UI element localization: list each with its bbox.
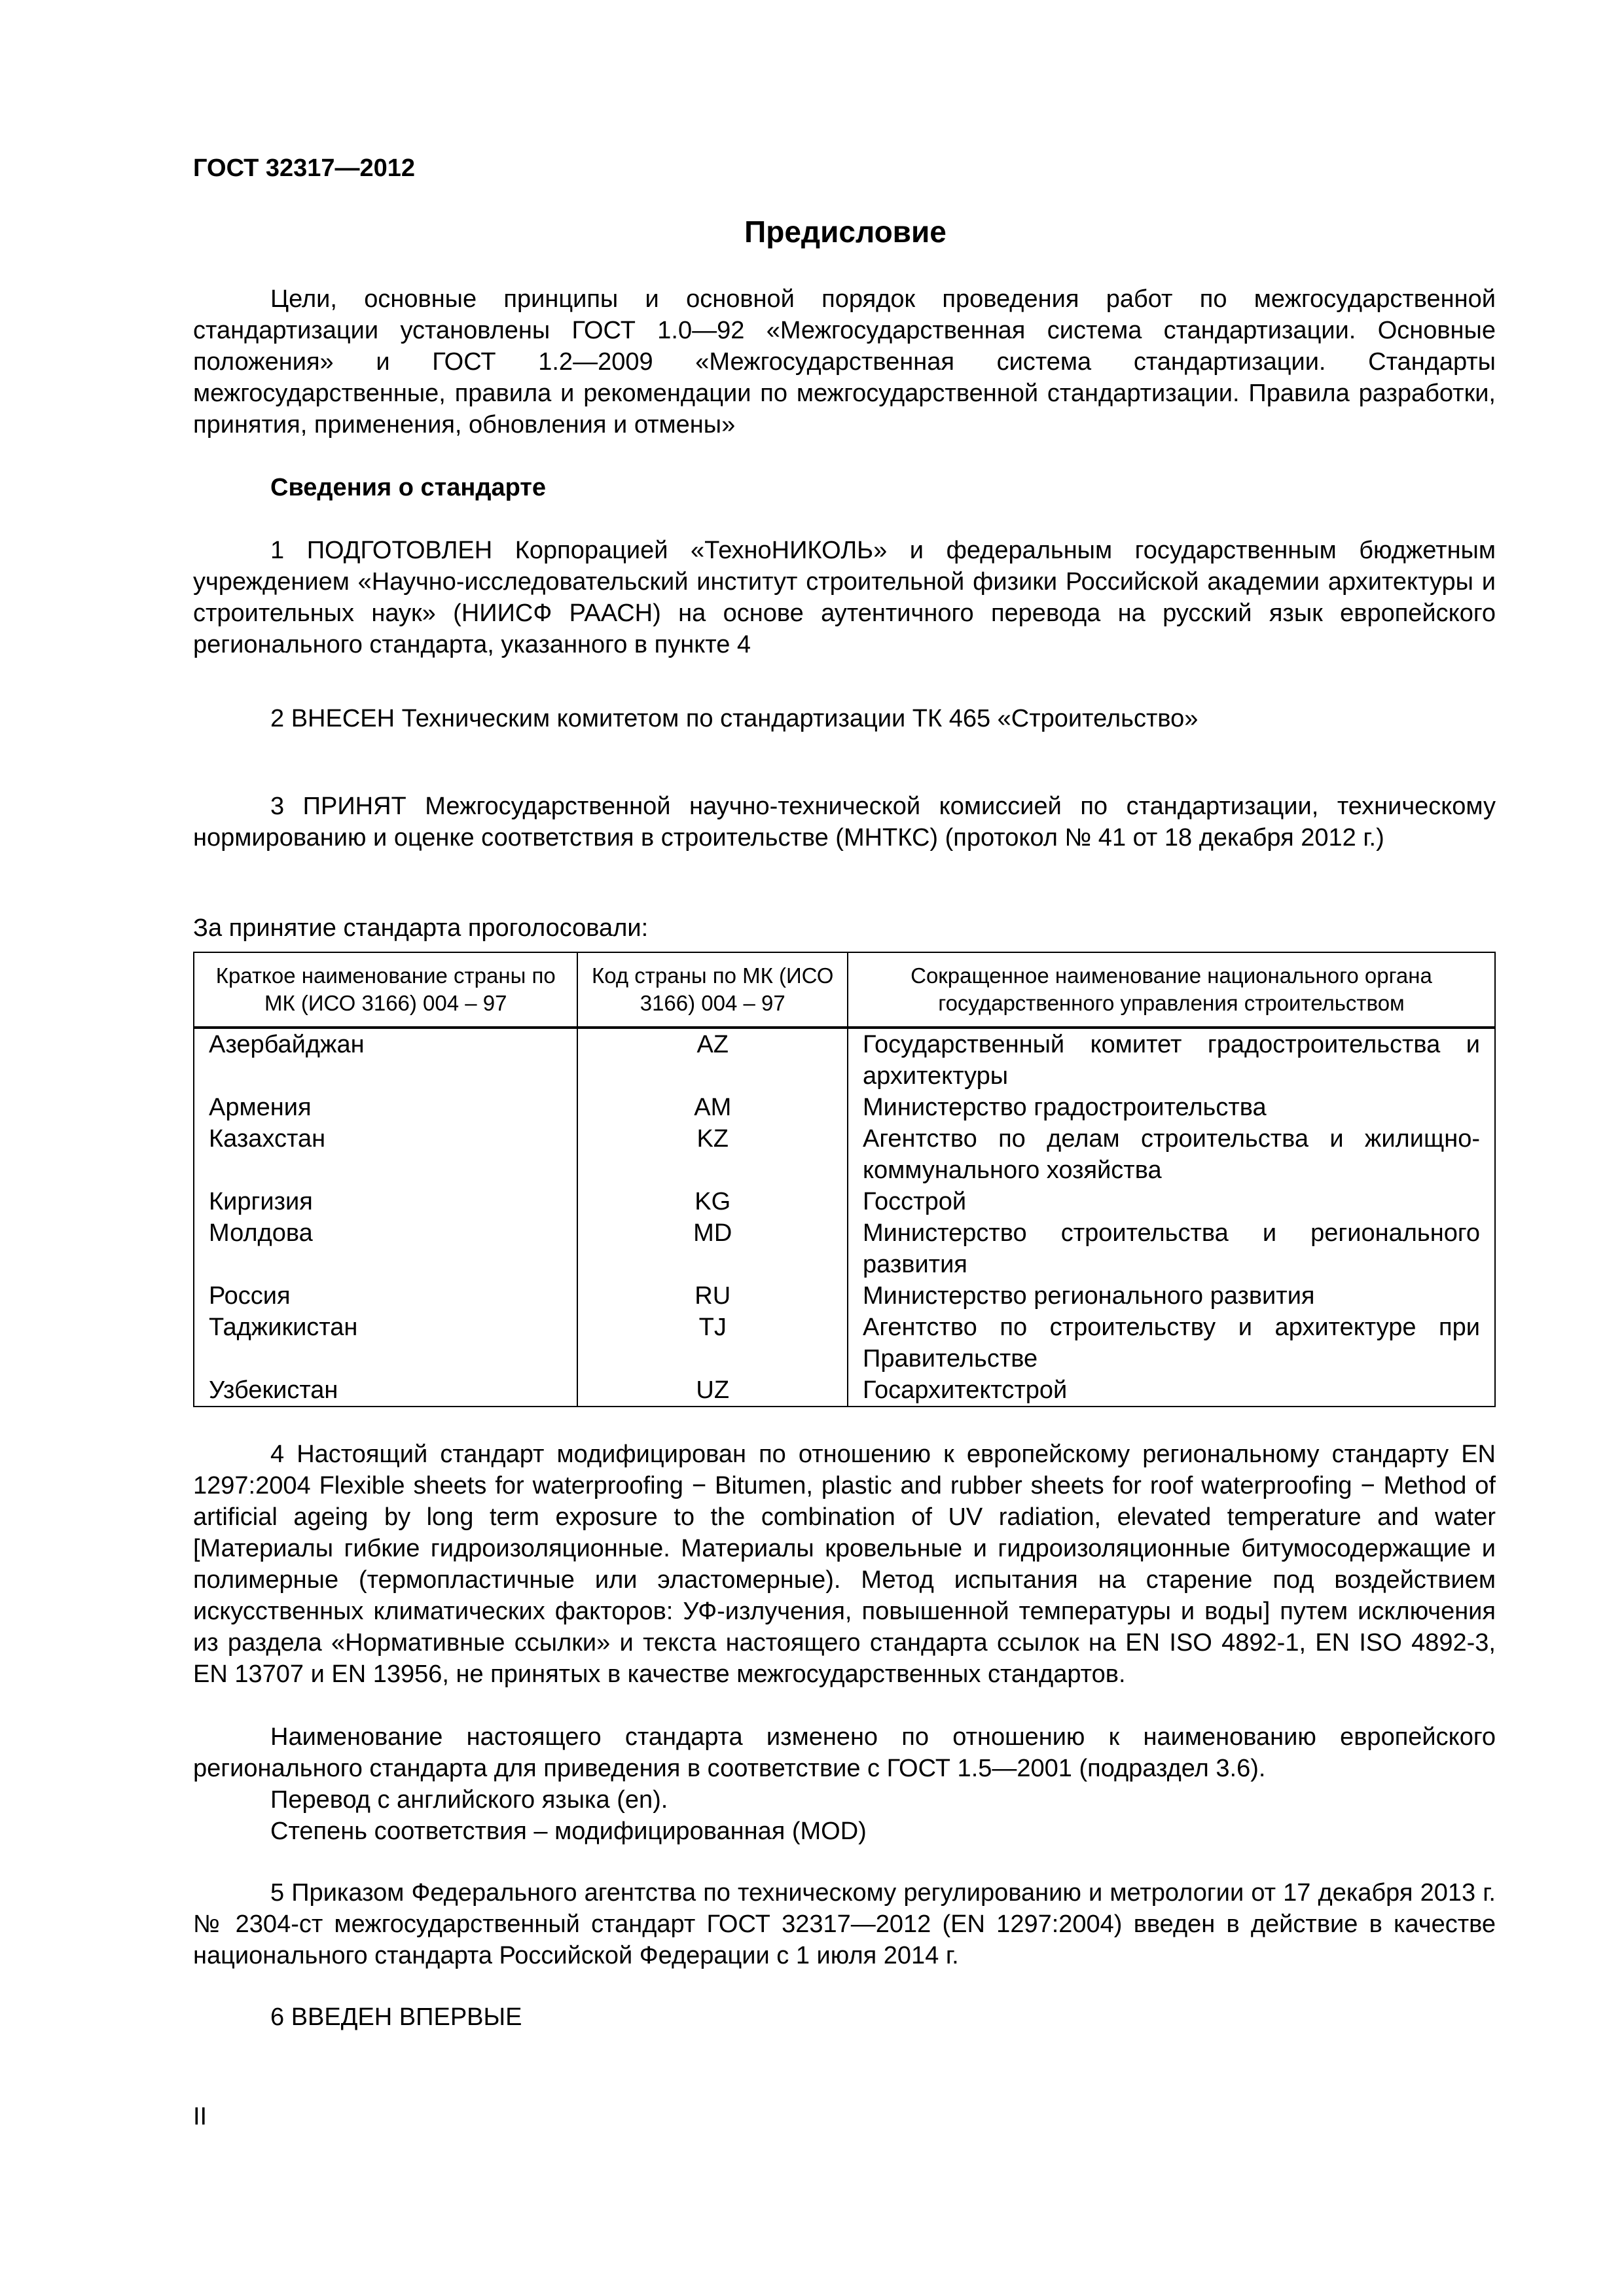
item-3-paragraph: 3 ПРИНЯТ Межгосударственной научно-технической комиссией по стандартизации, техническому нормированию и оценке соответствия в строительстве (МНТКС) (протокол № 41 от 18 декабря 2012 г.) <box>193 793 1496 852</box>
national-body: Госстрой <box>848 1186 1495 1217</box>
header-org: Сокращенное наименование национального органа государственного управления строительством <box>848 952 1495 1028</box>
table-row <box>194 1217 1495 1280</box>
table-row <box>194 1186 1495 1217</box>
section-heading: Сведения о стандарте <box>270 474 547 501</box>
voting-countries-table <box>193 952 1496 1407</box>
country-name: Россия <box>194 1280 577 1312</box>
country-code: MD <box>577 1217 848 1280</box>
header-country: Краткое наименование страны по МК (ИСО 3166) 004 – 97 <box>194 952 577 1028</box>
national-body: Министерство строительства и регионального развития <box>848 1217 1495 1280</box>
table-row <box>194 1312 1495 1374</box>
country-name: Узбекистан <box>194 1374 577 1407</box>
country-name: Казахстан <box>194 1123 577 1186</box>
national-body: Министерство регионального развития <box>848 1280 1495 1312</box>
country-name: Молдова <box>194 1217 577 1280</box>
national-body: Агентство по делам строительства и жилищно-коммунального хозяйства <box>848 1123 1495 1186</box>
page-title: Предисловие <box>744 215 947 249</box>
country-code: TJ <box>577 1312 848 1374</box>
page-number: II <box>193 2103 208 2130</box>
table-row <box>194 1028 1495 1092</box>
vote-caption: За принятие стандарта проголосовали: <box>193 914 649 942</box>
item-4-degree: Степень соответствия – модифицированная (MOD) <box>270 1818 867 1845</box>
intro-paragraph: Цели, основные принципы и основной порядок проведения работ по межгосударственной стандартизации установлены ГОСТ 1.0—92 «Межгосударственная система стандартизации. Основные положения» и ГОСТ 1.2—2009 «Межгосударственная система стандартизации. Стандарты межгосударственные, правила и рекомендации по межгосударственной стандартизации. Правила разработки, принятия, применения, обновления и отмены» <box>193 285 1496 439</box>
country-code: KZ <box>577 1123 848 1186</box>
item-5-paragraph: 5 Приказом Федерального агентства по техническому регулированию и метрологии от 17 декабря 2013 г. № 2304-ст межгосударственный стандарт ГОСТ 32317—2012 (EN 1297:2004) введен в действие в качестве национального стандарта Российской Федерации с 1 июля 2014 г. <box>193 1879 1496 1969</box>
standard-code: ГОСТ 32317—2012 <box>193 154 416 182</box>
item-4-paragraph: 4 Настоящий стандарт модифицирован по отношению к европейскому региональному стандарту EN 1297:2004 Flexible sheets for waterproofing − Bitumen, plastic and rubber sheets for roof waterproofing − Method of artificial ageing by long term exposure to the combination of UV radiation, elevated temperature and water [Материалы гибкие гидроизоляционные. Материалы кровельные и гидроизоляционные битумосодержащие и полимерные (термопластичные или эластомерные). Метод испытания на старение под воздействием искусственных климатических факторов: УФ-излучения, повышенной температуры и воды] путем исключения из раздела «Нормативные ссылки» и текста настоящего стандарта ссылок на EN ISO 4892-1, EN ISO 4892-3, EN 13707 и EN 13956, не принятых в качестве межгосударственных стандартов. <box>193 1441 1496 1688</box>
country-code: AM <box>577 1092 848 1123</box>
country-code: UZ <box>577 1374 848 1407</box>
table-row <box>194 1280 1495 1312</box>
table-row <box>194 1123 1495 1186</box>
national-body: Министерство градостроительства <box>848 1092 1495 1123</box>
table-row <box>194 1374 1495 1407</box>
item-1-paragraph: 1 ПОДГОТОВЛЕН Корпорацией «ТехноНИКОЛЬ» и федеральным государственным бюджетным учреждением «Научно-исследовательский институт строительной физики Российской академии архитектуры и строительных наук» (НИИСФ РААСН) на основе аутентичного перевода на русский язык европейского регионального стандарта, указанного в пункте 4 <box>193 537 1496 658</box>
table-header-row <box>194 952 1495 1028</box>
country-name: Азербайджан <box>194 1028 577 1092</box>
national-body: Госархитектстрой <box>848 1374 1495 1407</box>
national-body: Агентство по строительству и архитектуре при Правительстве <box>848 1312 1495 1374</box>
country-name: Киргизия <box>194 1186 577 1217</box>
country-code: AZ <box>577 1028 848 1092</box>
country-name: Таджикистан <box>194 1312 577 1374</box>
item-2-paragraph: 2 ВНЕСЕН Техническим комитетом по стандартизации ТК 465 «Строительство» <box>270 705 1199 732</box>
country-code: KG <box>577 1186 848 1217</box>
table-row <box>194 1092 1495 1123</box>
country-code: RU <box>577 1280 848 1312</box>
header-code: Код страны по МК (ИСО 3166) 004 – 97 <box>577 952 848 1028</box>
item-4-name-change: Наименование настоящего стандарта изменено по отношению к наименованию европейского регионального стандарта для приведения в соответствие с ГОСТ 1.5—2001 (подраздел 3.6). <box>193 1723 1496 1782</box>
country-name: Армения <box>194 1092 577 1123</box>
item-4-translation: Перевод с английского языка (en). <box>270 1786 668 1814</box>
national-body: Государственный комитет градостроительства и архитектуры <box>848 1028 1495 1092</box>
item-6-paragraph: 6 ВВЕДЕН ВПЕРВЫЕ <box>270 2003 522 2031</box>
